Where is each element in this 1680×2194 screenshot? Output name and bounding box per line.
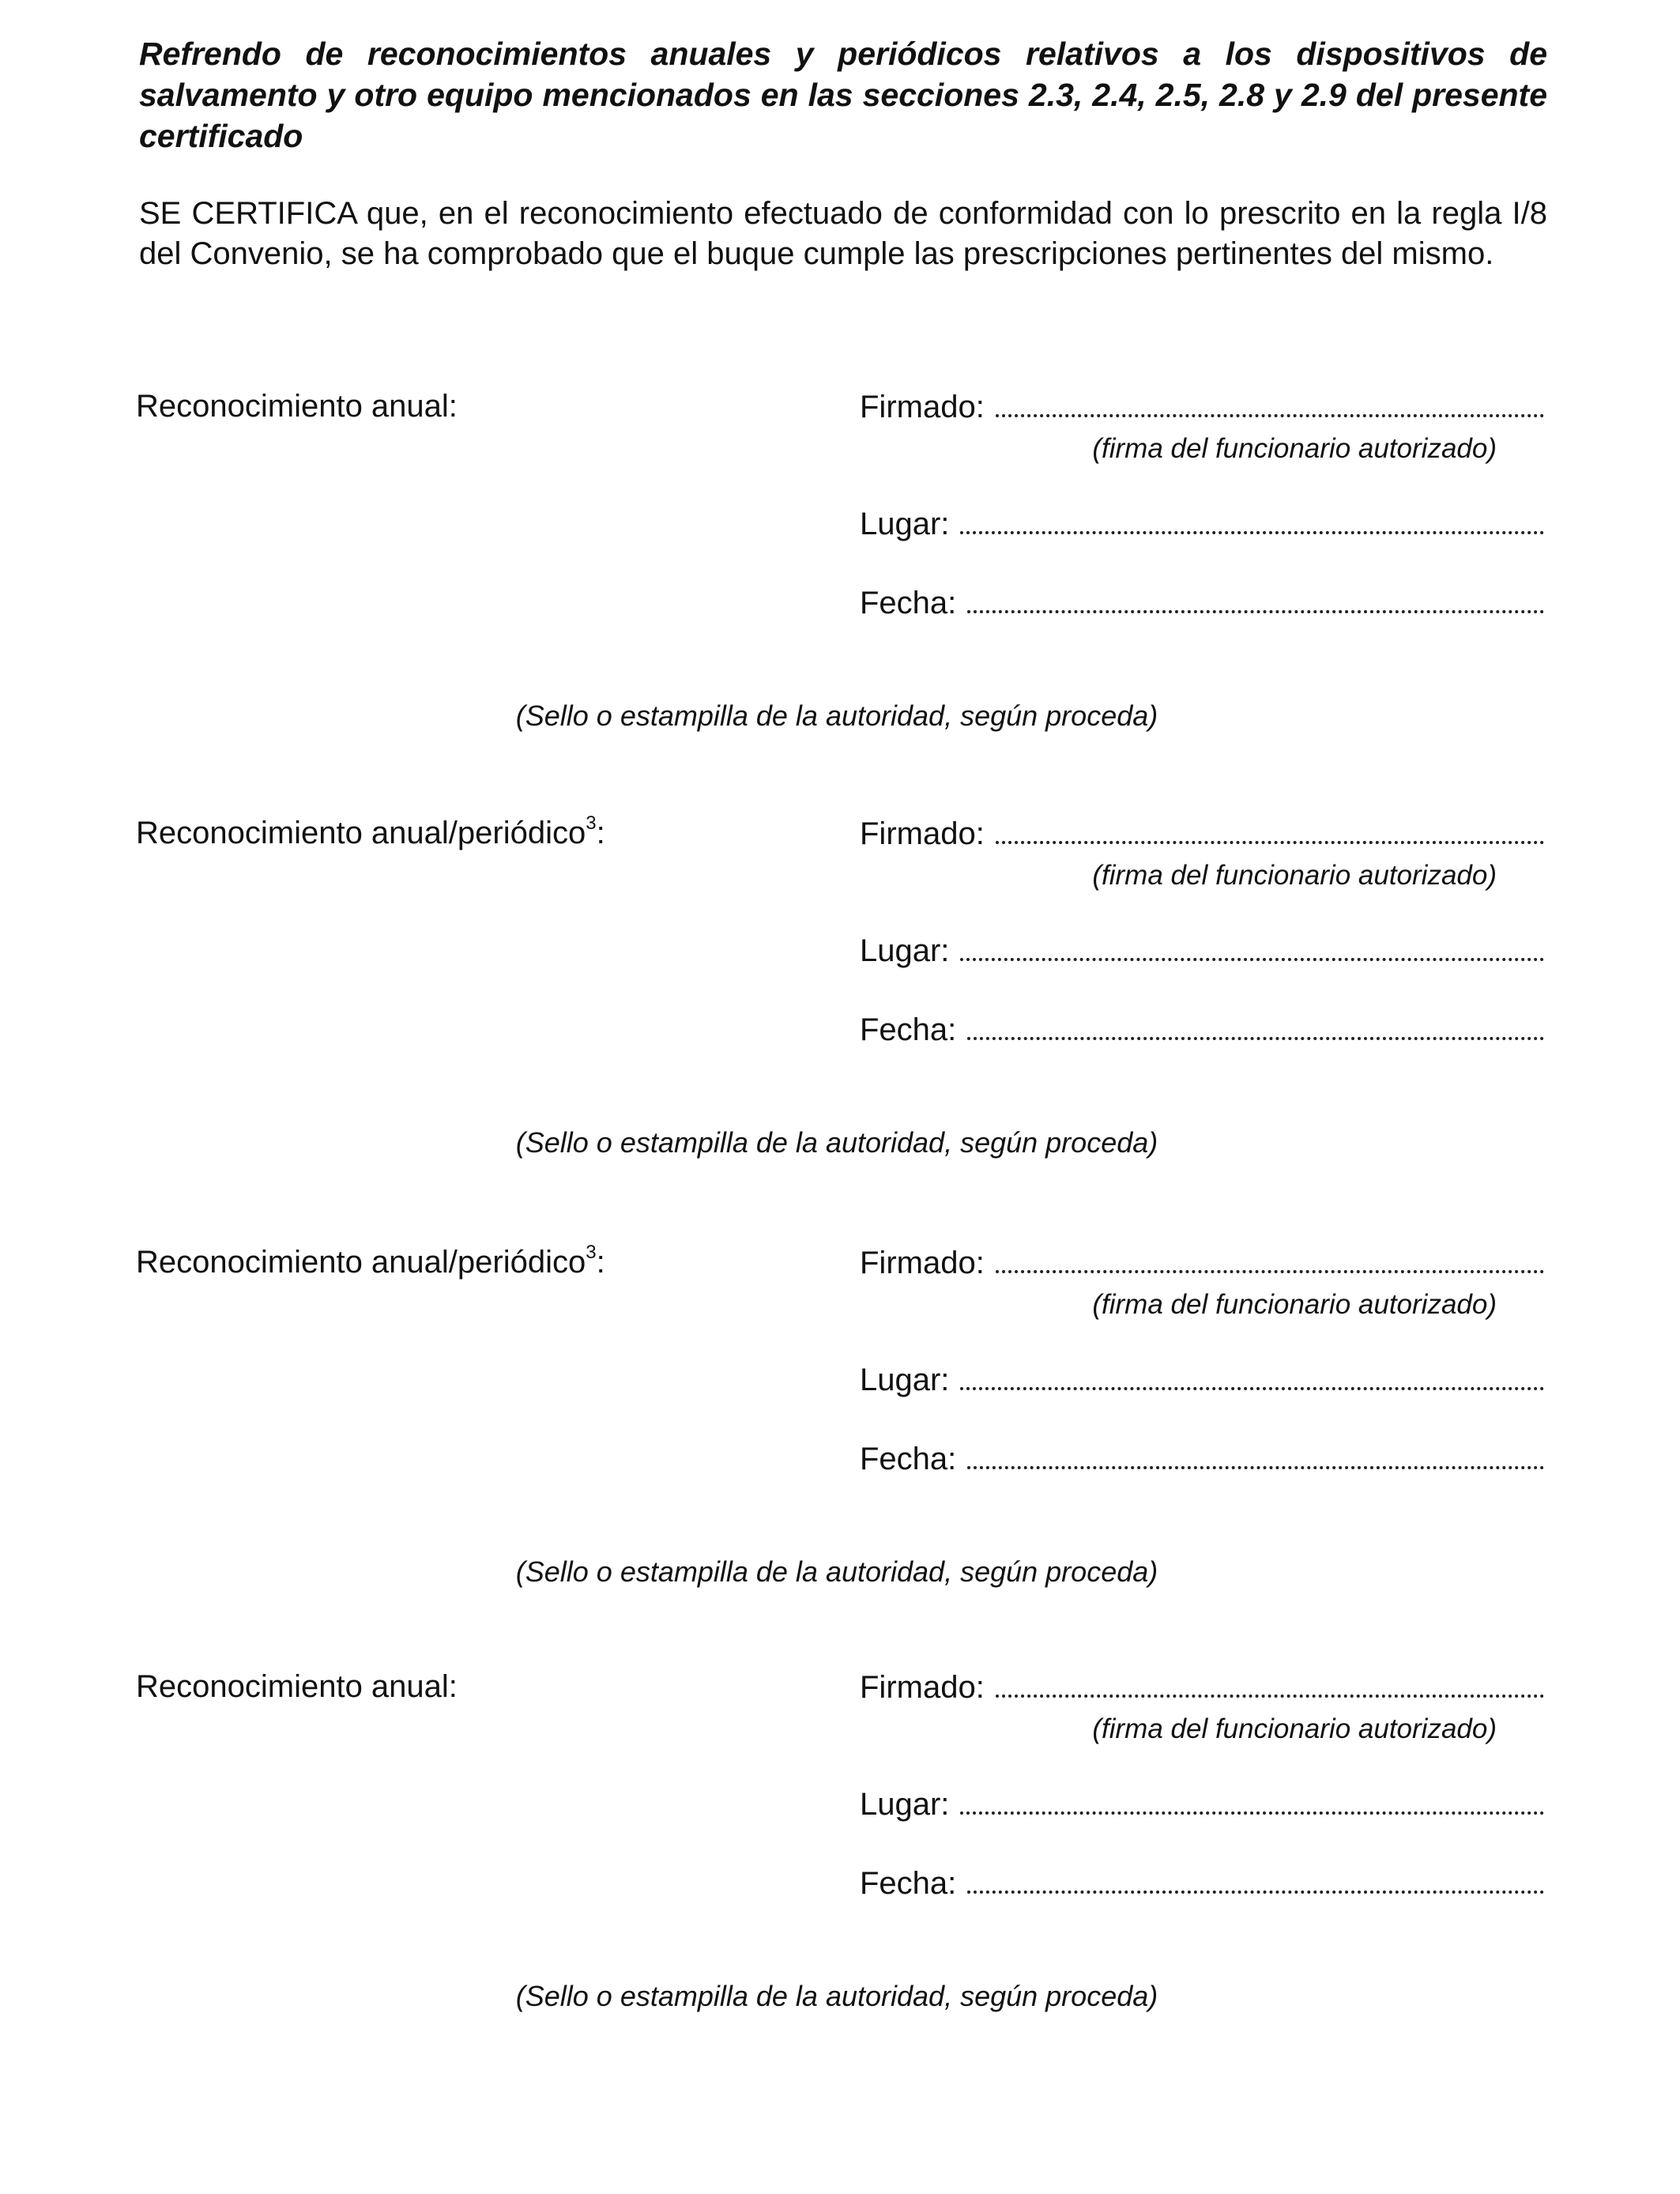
signature-line[interactable] <box>996 1668 1544 1698</box>
date-field[interactable] <box>860 1864 1544 1902</box>
place-field[interactable] <box>860 504 1544 542</box>
survey-type-label: Reconocimiento anual: <box>136 1669 458 1704</box>
date-line[interactable] <box>967 1439 1544 1469</box>
signed-field[interactable] <box>860 1668 1544 1706</box>
signature-note: (firma del funcionario autorizado) <box>1092 433 1497 464</box>
date-field[interactable] <box>860 583 1544 621</box>
survey-type-label: Reconocimiento anual/periódico$^3$: <box>136 1242 605 1280</box>
place-label: Lugar: <box>860 507 950 541</box>
place-line[interactable] <box>960 1785 1544 1815</box>
signature-note: (firma del funcionario autorizado) <box>1092 1713 1497 1744</box>
place-label: Lugar: <box>860 933 950 968</box>
date-line[interactable] <box>967 1864 1544 1894</box>
stamp-note: (Sello o estampilla de la autoridad, según proceda) <box>515 1555 1158 1588</box>
place-field[interactable] <box>860 1360 1544 1398</box>
place-line[interactable] <box>960 931 1544 961</box>
signature-note: (firma del funcionario autorizado) <box>1092 1289 1497 1320</box>
signature-line[interactable] <box>996 1243 1544 1273</box>
place-line[interactable] <box>960 1360 1544 1390</box>
place-field[interactable] <box>860 1785 1544 1823</box>
endorsement-section <box>0 1242 1680 1588</box>
endorsement-section <box>0 812 1680 1159</box>
place-label: Lugar: <box>860 1787 950 1822</box>
signature-line[interactable] <box>996 387 1544 417</box>
footnote-marker: 3 <box>586 812 597 834</box>
signed-label: Firmado: <box>860 1670 985 1705</box>
signed-field[interactable] <box>860 814 1544 852</box>
date-field[interactable] <box>860 1439 1544 1477</box>
place-field[interactable] <box>860 931 1544 969</box>
certification-statement: SE CERTIFICA que, en el reconocimiento efectuado de conformidad con lo prescrito en la regla I/8 del Convenio, se ha comprobado que el buque cumple las prescripciones pertinentes del mismo. <box>139 196 1547 271</box>
place-line[interactable] <box>960 504 1544 534</box>
page-heading: Refrendo de reconocimientos anuales y periódicos relativos a los dispositivos de salvamento y otro equipo mencionados en las secciones 2.3, 2.4, 2.5, 2.8 y 2.9 del presente certificado <box>139 36 1547 154</box>
survey-type-label: Reconocimiento anual: <box>136 389 458 424</box>
signature-line[interactable] <box>996 814 1544 844</box>
date-field[interactable] <box>860 1010 1544 1048</box>
date-line[interactable] <box>967 1010 1544 1040</box>
footnote-marker: 3 <box>586 1242 597 1263</box>
date-label: Fecha: <box>860 1866 957 1901</box>
stamp-note: (Sello o estampilla de la autoridad, según proceda) <box>515 1980 1158 2012</box>
date-line[interactable] <box>967 583 1544 613</box>
endorsement-section <box>0 1668 1680 2012</box>
signed-label: Firmado: <box>860 390 985 424</box>
date-label: Fecha: <box>860 586 957 620</box>
signed-label: Firmado: <box>860 816 985 851</box>
place-label: Lugar: <box>860 1363 950 1397</box>
date-label: Fecha: <box>860 1442 957 1476</box>
signed-field[interactable] <box>860 387 1544 425</box>
stamp-note: (Sello o estampilla de la autoridad, según proceda) <box>515 699 1158 732</box>
date-label: Fecha: <box>860 1012 957 1047</box>
signed-label: Firmado: <box>860 1246 985 1280</box>
stamp-note: (Sello o estampilla de la autoridad, según proceda) <box>515 1126 1158 1159</box>
signature-note: (firma del funcionario autorizado) <box>1092 860 1497 891</box>
signed-field[interactable] <box>860 1243 1544 1281</box>
survey-type-label: Reconocimiento anual/periódico$^3$: <box>136 812 605 850</box>
endorsement-section <box>0 387 1680 732</box>
